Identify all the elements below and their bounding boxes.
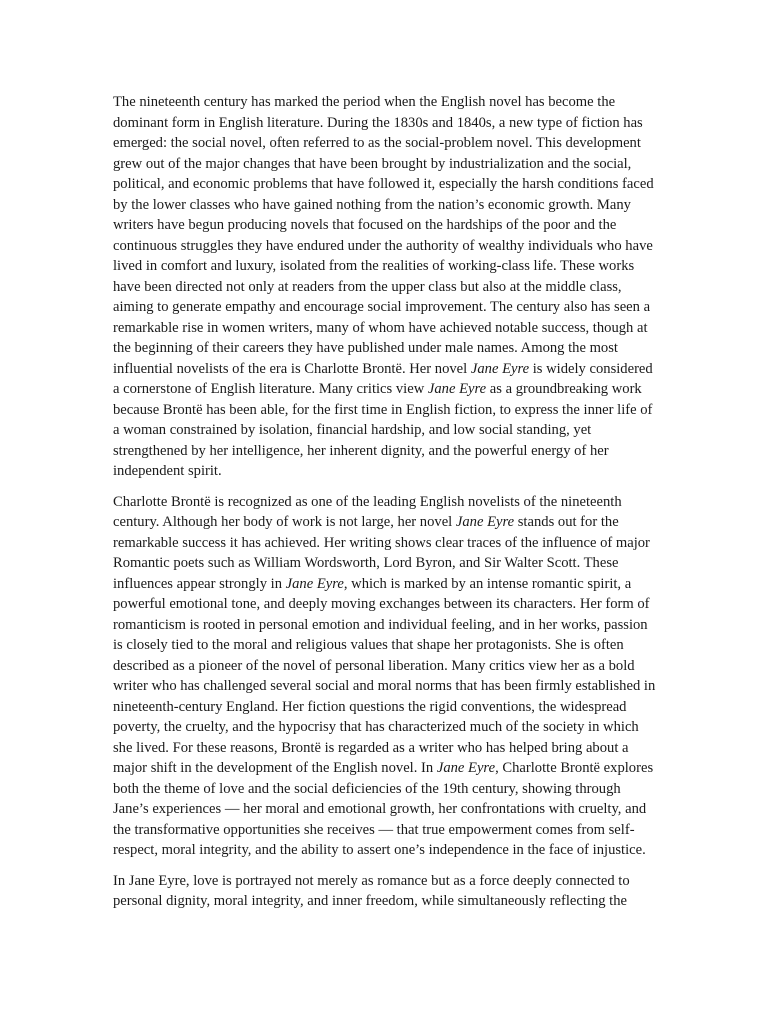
book-title-italic: Jane Eyre <box>455 514 515 530</box>
paragraph-text: is widely considered a cornerstone of English literature. Many critics view <box>113 360 653 397</box>
book-title-italic: Jane Eyre <box>285 575 344 592</box>
book-title-italic: Jane Eyre <box>470 360 530 377</box>
body-paragraph-1 <box>113 92 658 482</box>
paragraph-text: , Charlotte Brontë explores both the theme of love and the social deficiencies of the 19th century, showing through Jane’s experiences — her moral and emotional growth, her confrontations with cruelty, and the transformative opportunities she receives — that true empowerment comes from self-respect, moral integrity, and the ability to assert one’s independence in the face of injustice. <box>113 760 654 858</box>
paragraph-text: stands out for the remarkable success it has achieved. Her writing shows clear traces of the influence of major Romantic poets such as William Wordsworth, Lord Byron, and Sir Walter Scott. These influences appear strongly in <box>113 514 650 592</box>
book-title-italic: Jane Eyre <box>427 381 487 397</box>
paragraph-text: The nineteenth century has marked the period when the English novel has become the dominant form in English literature. During the 1830s and 1840s, a new type of fiction has emerged: the social novel, often referred to as the social-problem novel. This development grew out of the major changes that have been brought by industrialization and the social, political, and economic problems that have followed it, especially the harsh conditions faced by the lower classes who have gained nothing from the nation’s economic growth. Many writers have begun producing novels that focused on the hardships of the poor and the continuous struggles they have endured under the authority of wealthy individuals who have lived in comfort and luxury, isolated from the realities of working-class life. These works have been directed not only at readers from the upper class but also at the middle class, aiming to generate empathy and encourage social improvement. The century also has seen a remarkable rise in women writers, many of whom have achieved notable success, though at the beginning of their careers they have published under male names. Among the most influential novelists of the era is Charlotte Brontë. Her novel <box>113 94 654 377</box>
paragraph-text: as a groundbreaking work because Brontë has been able, for the first time in English fiction, to express the inner life of a woman constrained by isolation, financial hardship, and low social standing, yet strengthened by her intelligence, her inherent dignity, and the powerful energy of her independent spirit. <box>113 381 653 479</box>
book-title-italic: Jane Eyre <box>436 760 496 776</box>
paragraph-text: , which is marked by an intense romantic spirit, a powerful emotional tone, and deeply moving exchanges between its characters. Her form of romanticism is rooted in personal emotion and individual feeling, and in her works, passion is closely tied to the moral and religious values that shape her protagonists. She is often described as a pioneer of the novel of personal liberation. Many critics view her as a bold writer who has challenged several social and moral norms that has been firmly established in nineteenth-century England. Her fiction questions the rigid conventions, the widespread poverty, the cruelty, and the hypocrisy that has characterized much of the society in which she lived. For these reasons, Brontë is regarded as a writer who has helped bring about a major shift in the development of the English novel. In <box>113 575 656 776</box>
paragraph-text: In Jane Eyre, love is portrayed not merely as romance but as a force deeply connected to personal dignity, moral integrity, and inner freedom, while simultaneously reflecting the <box>113 872 630 909</box>
document-page <box>113 92 658 922</box>
body-paragraph-3 <box>113 871 658 912</box>
body-paragraph-2 <box>113 492 658 861</box>
paragraph-text: Charlotte Brontë is recognized as one of the leading English novelists of the nineteenth century. Although her body of work is not large, her novel <box>113 493 622 530</box>
